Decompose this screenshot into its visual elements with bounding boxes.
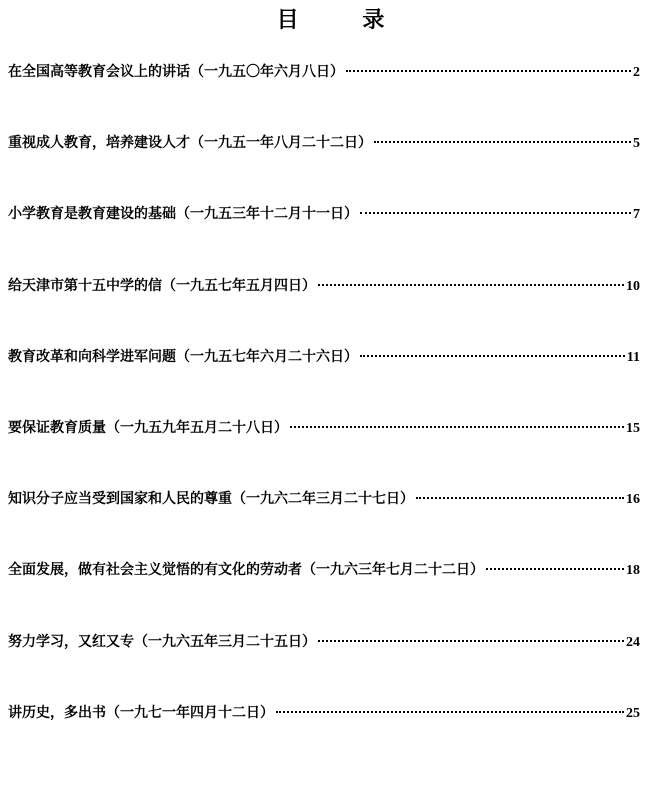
dot-leader <box>486 568 624 570</box>
toc-page-number: 11 <box>626 349 640 365</box>
toc-entry-title: 知识分子应当受到国家和人民的尊重（一九六二年三月二十七日） <box>8 491 414 508</box>
table-of-contents <box>8 62 640 774</box>
toc-entry-title: 重视成人教育，培养建设人才（一九五一年八月二十二日） <box>8 135 372 152</box>
toc-entry[interactable] <box>8 276 640 347</box>
toc-entry-title: 努力学习，又红又专（一九六五年三月二十五日） <box>8 633 316 650</box>
toc-entry[interactable] <box>8 62 640 133</box>
toc-entry-title: 教育改革和向科学进军问题（一九五七年六月二十六日） <box>8 348 358 365</box>
toc-page-number: 5 <box>633 136 640 152</box>
toc-page-number: 10 <box>626 278 640 294</box>
toc-entry-title: 在全国高等教育会议上的讲话（一九五〇年六月八日） <box>8 64 344 80</box>
dot-leader <box>416 497 624 499</box>
toc-entry[interactable] <box>8 632 640 703</box>
toc-entry[interactable] <box>8 418 640 489</box>
toc-page-number: 16 <box>626 492 640 508</box>
toc-page-number: 7 <box>633 207 640 223</box>
dot-leader <box>360 212 631 214</box>
dot-leader <box>276 711 624 713</box>
toc-heading: 目 录 <box>276 7 413 33</box>
dot-leader <box>318 640 624 642</box>
toc-entry-title: 讲历史，多出书（一九七一年四月十二日） <box>8 704 274 721</box>
dot-leader <box>318 284 624 286</box>
toc-entry[interactable] <box>8 560 640 631</box>
dot-leader <box>360 355 625 357</box>
toc-entry[interactable] <box>8 703 640 774</box>
toc-page-number: 2 <box>633 65 640 80</box>
toc-entry-title: 给天津市第十五中学的信（一九五七年五月四日） <box>8 277 316 294</box>
toc-entry-title: 要保证教育质量（一九五九年五月二十八日） <box>8 419 288 436</box>
toc-page-number: 18 <box>626 563 640 579</box>
dot-leader <box>374 141 631 143</box>
toc-page-number: 25 <box>626 705 640 721</box>
toc-entry-title: 小学教育是教育建设的基础（一九五三年十二月十一日） <box>8 206 358 223</box>
toc-entry[interactable] <box>8 133 640 204</box>
toc-entry-title: 全面发展，做有社会主义觉悟的有文化的劳动者（一九六三年七月二十二日） <box>8 562 484 579</box>
dot-leader <box>346 70 631 72</box>
toc-entry[interactable] <box>8 347 640 418</box>
toc-page-number: 15 <box>626 420 640 436</box>
toc-page-number: 24 <box>626 634 640 650</box>
dot-leader <box>290 426 624 428</box>
toc-entry[interactable] <box>8 489 640 560</box>
toc-entry[interactable] <box>8 204 640 275</box>
